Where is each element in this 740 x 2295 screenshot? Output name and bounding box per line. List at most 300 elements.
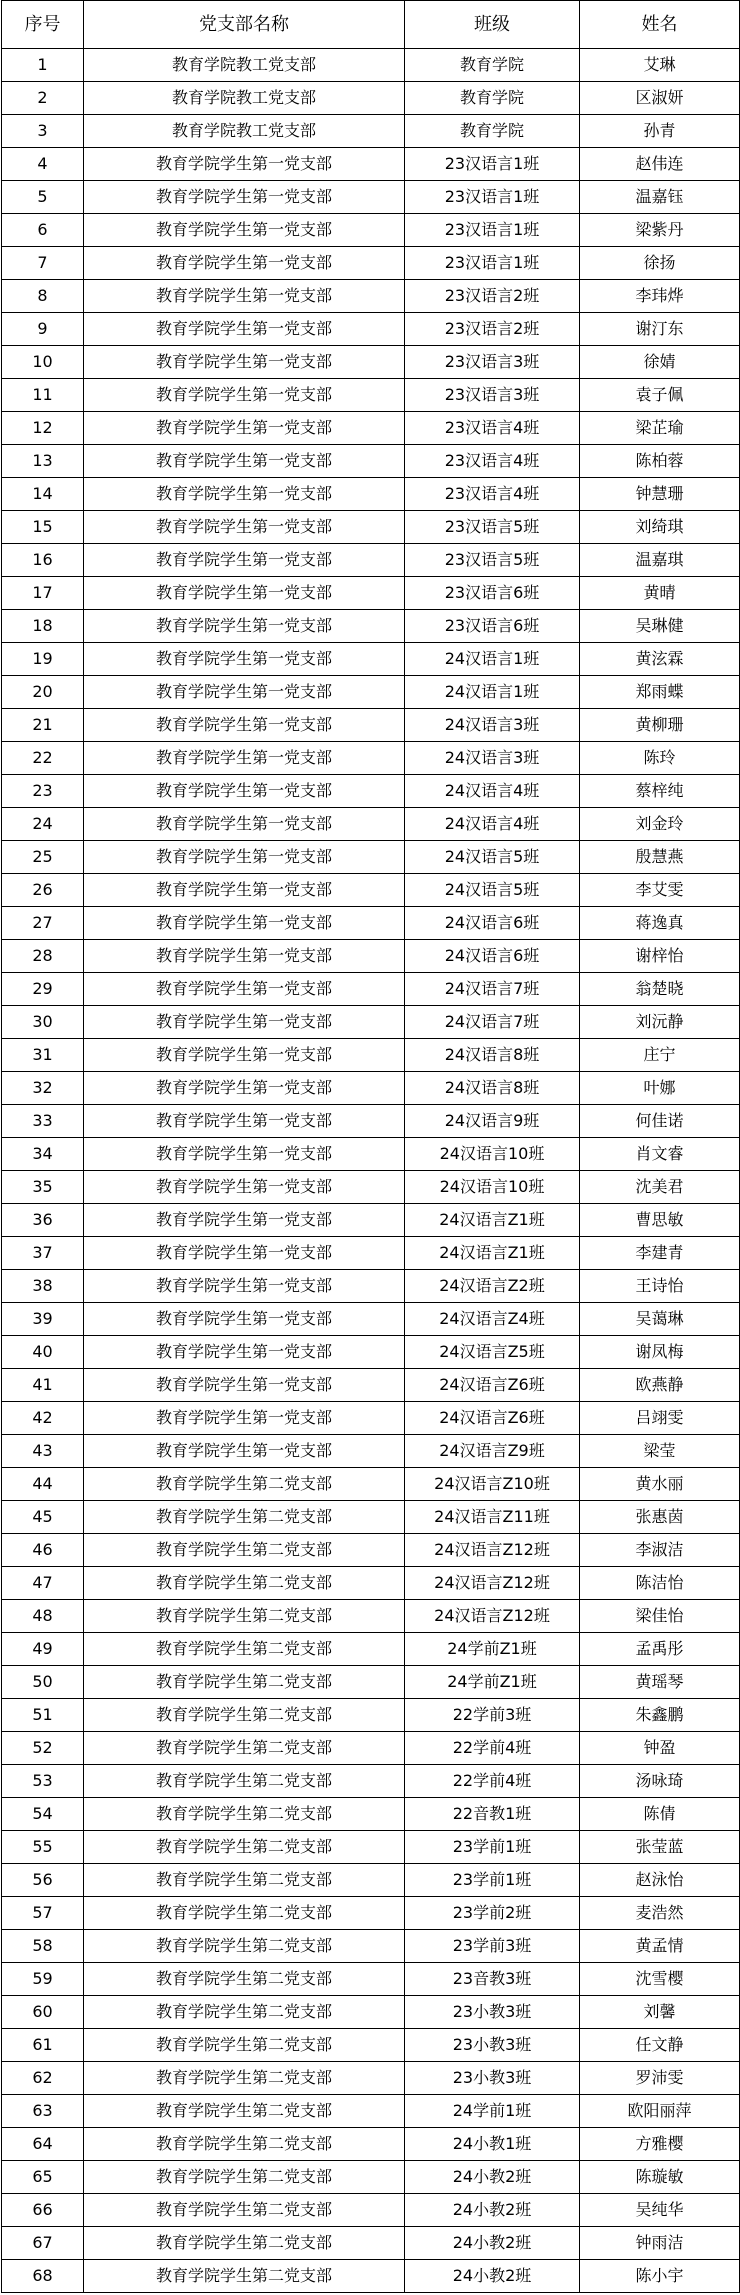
cell-branch: 教育学院学生第一党支部: [84, 1336, 405, 1369]
cell-name: 钟盈: [580, 1732, 740, 1765]
cell-branch: 教育学院学生第二党支部: [84, 1468, 405, 1501]
cell-branch: 教育学院学生第一党支部: [84, 412, 405, 445]
table-row: [2, 1006, 740, 1039]
table-row: [2, 544, 740, 577]
cell-name: 蔡梓纯: [580, 775, 740, 808]
cell-index: 12: [2, 412, 84, 445]
table-row: [2, 511, 740, 544]
cell-branch: 教育学院学生第一党支部: [84, 1435, 405, 1468]
cell-branch: 教育学院学生第一党支部: [84, 940, 405, 973]
cell-index: 19: [2, 643, 84, 676]
table-row: [2, 1270, 740, 1303]
cell-name: 吕翊雯: [580, 1402, 740, 1435]
cell-index: 18: [2, 610, 84, 643]
cell-index: 47: [2, 1567, 84, 1600]
cell-branch: 教育学院学生第二党支部: [84, 2029, 405, 2062]
cell-branch: 教育学院学生第二党支部: [84, 1897, 405, 1930]
cell-class: 24汉语言3班: [405, 709, 580, 742]
cell-branch: 教育学院学生第二党支部: [84, 1633, 405, 1666]
cell-class: 24汉语言Z12班: [405, 1534, 580, 1567]
cell-index: 30: [2, 1006, 84, 1039]
cell-name: 梁莹: [580, 1435, 740, 1468]
cell-index: 60: [2, 1996, 84, 2029]
cell-class: 22学前4班: [405, 1732, 580, 1765]
cell-name: 沈美君: [580, 1171, 740, 1204]
cell-name: 谢凤梅: [580, 1336, 740, 1369]
cell-index: 4: [2, 148, 84, 181]
table-row: [2, 280, 740, 313]
cell-name: 麦浩然: [580, 1897, 740, 1930]
table-row: [2, 808, 740, 841]
table-row: [2, 445, 740, 478]
cell-index: 26: [2, 874, 84, 907]
cell-name: 郑雨蝶: [580, 676, 740, 709]
cell-name: 殷慧燕: [580, 841, 740, 874]
cell-name: 陈玲: [580, 742, 740, 775]
cell-branch: 教育学院教工党支部: [84, 82, 405, 115]
cell-class: 23汉语言1班: [405, 214, 580, 247]
cell-branch: 教育学院学生第一党支部: [84, 577, 405, 610]
cell-class: 24汉语言5班: [405, 841, 580, 874]
cell-name: 梁佳怡: [580, 1600, 740, 1633]
cell-branch: 教育学院学生第一党支部: [84, 676, 405, 709]
cell-branch: 教育学院学生第二党支部: [84, 1600, 405, 1633]
cell-name: 刘沅静: [580, 1006, 740, 1039]
cell-name: 赵伟连: [580, 148, 740, 181]
cell-branch: 教育学院学生第一党支部: [84, 808, 405, 841]
cell-index: 5: [2, 181, 84, 214]
cell-index: 6: [2, 214, 84, 247]
cell-branch: 教育学院学生第一党支部: [84, 1303, 405, 1336]
cell-index: 27: [2, 907, 84, 940]
cell-name: 刘绮琪: [580, 511, 740, 544]
cell-name: 徐婧: [580, 346, 740, 379]
cell-branch: 教育学院学生第二党支部: [84, 2260, 405, 2293]
cell-class: 22学前3班: [405, 1699, 580, 1732]
cell-name: 徐扬: [580, 247, 740, 280]
cell-class: 24汉语言8班: [405, 1072, 580, 1105]
cell-name: 曹思敏: [580, 1204, 740, 1237]
cell-class: 24汉语言4班: [405, 808, 580, 841]
cell-index: 61: [2, 2029, 84, 2062]
table-row: [2, 1897, 740, 1930]
cell-name: 黄柳珊: [580, 709, 740, 742]
table-row: [2, 1798, 740, 1831]
cell-name: 吴琳健: [580, 610, 740, 643]
table-row: [2, 940, 740, 973]
cell-class: 24汉语言Z1班: [405, 1237, 580, 1270]
cell-class: 教育学院: [405, 115, 580, 148]
table-row: [2, 1303, 740, 1336]
cell-class: 23汉语言2班: [405, 280, 580, 313]
cell-branch: 教育学院学生第二党支部: [84, 2095, 405, 2128]
cell-branch: 教育学院教工党支部: [84, 115, 405, 148]
cell-class: 24学前1班: [405, 2095, 580, 2128]
cell-name: 蒋逸真: [580, 907, 740, 940]
table-row: [2, 1831, 740, 1864]
table-row: [2, 1105, 740, 1138]
cell-index: 38: [2, 1270, 84, 1303]
table-body: [2, 49, 740, 2293]
cell-name: 钟雨洁: [580, 2227, 740, 2260]
cell-branch: 教育学院学生第二党支部: [84, 1930, 405, 1963]
cell-name: 陈小宇: [580, 2260, 740, 2293]
cell-index: 44: [2, 1468, 84, 1501]
cell-branch: 教育学院学生第一党支部: [84, 1039, 405, 1072]
table-row: [2, 313, 740, 346]
cell-index: 37: [2, 1237, 84, 1270]
table-row: [2, 1171, 740, 1204]
cell-index: 29: [2, 973, 84, 1006]
table-row: [2, 1633, 740, 1666]
table-row: [2, 1204, 740, 1237]
cell-class: 24汉语言Z1班: [405, 1204, 580, 1237]
cell-class: 24汉语言Z4班: [405, 1303, 580, 1336]
cell-name: 罗沛雯: [580, 2062, 740, 2095]
cell-index: 35: [2, 1171, 84, 1204]
cell-branch: 教育学院学生第一党支部: [84, 1237, 405, 1270]
cell-index: 24: [2, 808, 84, 841]
table-row: [2, 973, 740, 1006]
cell-index: 67: [2, 2227, 84, 2260]
table-row: [2, 1435, 740, 1468]
cell-class: 24汉语言Z2班: [405, 1270, 580, 1303]
cell-class: 24学前Z1班: [405, 1633, 580, 1666]
cell-branch: 教育学院学生第一党支部: [84, 1171, 405, 1204]
cell-branch: 教育学院学生第一党支部: [84, 478, 405, 511]
cell-index: 14: [2, 478, 84, 511]
cell-index: 54: [2, 1798, 84, 1831]
cell-branch: 教育学院学生第一党支部: [84, 511, 405, 544]
cell-class: 22音教1班: [405, 1798, 580, 1831]
table-row: [2, 82, 740, 115]
table-row: [2, 1600, 740, 1633]
table-row: [2, 148, 740, 181]
table-row: [2, 775, 740, 808]
cell-index: 3: [2, 115, 84, 148]
table-row: [2, 2029, 740, 2062]
cell-class: 23汉语言6班: [405, 577, 580, 610]
cell-index: 33: [2, 1105, 84, 1138]
cell-class: 23汉语言1班: [405, 181, 580, 214]
cell-class: 23汉语言6班: [405, 610, 580, 643]
cell-branch: 教育学院学生第二党支部: [84, 1864, 405, 1897]
cell-branch: 教育学院学生第一党支部: [84, 742, 405, 775]
cell-name: 张惠茵: [580, 1501, 740, 1534]
cell-index: 8: [2, 280, 84, 313]
cell-index: 22: [2, 742, 84, 775]
cell-name: 沈雪樱: [580, 1963, 740, 1996]
table-row: [2, 1567, 740, 1600]
cell-class: 24汉语言Z10班: [405, 1468, 580, 1501]
cell-branch: 教育学院学生第一党支部: [84, 379, 405, 412]
cell-index: 45: [2, 1501, 84, 1534]
cell-class: 24小教1班: [405, 2128, 580, 2161]
table-row: [2, 214, 740, 247]
table-row: [2, 2128, 740, 2161]
cell-name: 黄水丽: [580, 1468, 740, 1501]
cell-branch: 教育学院学生第一党支部: [84, 445, 405, 478]
table-row: [2, 841, 740, 874]
table-row: [2, 2161, 740, 2194]
cell-class: 24小教2班: [405, 2260, 580, 2293]
cell-name: 肖文睿: [580, 1138, 740, 1171]
cell-index: 10: [2, 346, 84, 379]
table-row: [2, 2062, 740, 2095]
cell-name: 刘馨: [580, 1996, 740, 2029]
cell-name: 孙青: [580, 115, 740, 148]
cell-name: 欧燕静: [580, 1369, 740, 1402]
cell-index: 42: [2, 1402, 84, 1435]
cell-class: 23汉语言4班: [405, 478, 580, 511]
cell-branch: 教育学院学生第一党支部: [84, 1105, 405, 1138]
header-branch: 党支部名称: [84, 1, 405, 49]
cell-index: 20: [2, 676, 84, 709]
cell-class: 24汉语言Z11班: [405, 1501, 580, 1534]
table-row: [2, 1765, 740, 1798]
cell-branch: 教育学院学生第一党支部: [84, 841, 405, 874]
cell-branch: 教育学院学生第一党支部: [84, 1402, 405, 1435]
cell-branch: 教育学院学生第二党支部: [84, 1798, 405, 1831]
cell-class: 24汉语言9班: [405, 1105, 580, 1138]
cell-class: 24汉语言Z12班: [405, 1567, 580, 1600]
cell-name: 刘金玲: [580, 808, 740, 841]
cell-name: 谢梓怡: [580, 940, 740, 973]
cell-index: 46: [2, 1534, 84, 1567]
cell-branch: 教育学院学生第二党支部: [84, 1501, 405, 1534]
cell-class: 24汉语言Z6班: [405, 1402, 580, 1435]
cell-branch: 教育学院学生第二党支部: [84, 1534, 405, 1567]
cell-branch: 教育学院学生第一党支部: [84, 1138, 405, 1171]
cell-class: 23小教3班: [405, 2062, 580, 2095]
cell-branch: 教育学院学生第一党支部: [84, 907, 405, 940]
cell-name: 张莹蓝: [580, 1831, 740, 1864]
table-row: [2, 1732, 740, 1765]
cell-class: 24小教2班: [405, 2161, 580, 2194]
table-row: [2, 379, 740, 412]
cell-name: 孟禹彤: [580, 1633, 740, 1666]
cell-index: 36: [2, 1204, 84, 1237]
cell-class: 23汉语言3班: [405, 379, 580, 412]
cell-index: 25: [2, 841, 84, 874]
cell-class: 23学前3班: [405, 1930, 580, 1963]
cell-class: 24汉语言Z12班: [405, 1600, 580, 1633]
table-row: [2, 115, 740, 148]
cell-name: 袁子佩: [580, 379, 740, 412]
table-row: [2, 1534, 740, 1567]
cell-index: 49: [2, 1633, 84, 1666]
cell-name: 黄孟情: [580, 1930, 740, 1963]
cell-class: 24汉语言8班: [405, 1039, 580, 1072]
cell-name: 吴纯华: [580, 2194, 740, 2227]
cell-branch: 教育学院学生第二党支部: [84, 1699, 405, 1732]
cell-class: 教育学院: [405, 82, 580, 115]
cell-branch: 教育学院学生第二党支部: [84, 2194, 405, 2227]
cell-name: 梁紫丹: [580, 214, 740, 247]
cell-class: 24小教2班: [405, 2227, 580, 2260]
cell-index: 31: [2, 1039, 84, 1072]
cell-index: 63: [2, 2095, 84, 2128]
cell-branch: 教育学院学生第一党支部: [84, 1369, 405, 1402]
cell-index: 17: [2, 577, 84, 610]
cell-name: 李艾雯: [580, 874, 740, 907]
cell-class: 24汉语言1班: [405, 676, 580, 709]
table-row: [2, 247, 740, 280]
table-row: [2, 2095, 740, 2128]
cell-index: 52: [2, 1732, 84, 1765]
table-row: [2, 1369, 740, 1402]
cell-index: 51: [2, 1699, 84, 1732]
cell-branch: 教育学院学生第一党支部: [84, 1270, 405, 1303]
cell-index: 43: [2, 1435, 84, 1468]
cell-index: 62: [2, 2062, 84, 2095]
cell-branch: 教育学院学生第一党支部: [84, 1006, 405, 1039]
cell-index: 7: [2, 247, 84, 280]
table-row: [2, 874, 740, 907]
cell-name: 任文静: [580, 2029, 740, 2062]
cell-name: 何佳诺: [580, 1105, 740, 1138]
cell-branch: 教育学院学生第二党支部: [84, 2128, 405, 2161]
cell-class: 24汉语言10班: [405, 1138, 580, 1171]
cell-name: 王诗怡: [580, 1270, 740, 1303]
cell-index: 41: [2, 1369, 84, 1402]
cell-class: 23汉语言1班: [405, 148, 580, 181]
table-row: [2, 1666, 740, 1699]
cell-index: 39: [2, 1303, 84, 1336]
table-row: [2, 1864, 740, 1897]
table-row: [2, 742, 740, 775]
header-index: 序号: [2, 1, 84, 49]
cell-class: 24汉语言3班: [405, 742, 580, 775]
cell-index: 50: [2, 1666, 84, 1699]
cell-branch: 教育学院学生第一党支部: [84, 313, 405, 346]
cell-name: 庄宁: [580, 1039, 740, 1072]
cell-index: 28: [2, 940, 84, 973]
cell-index: 48: [2, 1600, 84, 1633]
cell-name: 温嘉琪: [580, 544, 740, 577]
cell-name: 陈倩: [580, 1798, 740, 1831]
table-row: [2, 907, 740, 940]
table-row: [2, 2227, 740, 2260]
cell-class: 24汉语言6班: [405, 940, 580, 973]
cell-name: 区淑妍: [580, 82, 740, 115]
cell-name: 欧阳丽萍: [580, 2095, 740, 2128]
cell-branch: 教育学院学生第二党支部: [84, 1666, 405, 1699]
cell-index: 68: [2, 2260, 84, 2293]
cell-branch: 教育学院学生第一党支部: [84, 247, 405, 280]
cell-name: 赵泳怡: [580, 1864, 740, 1897]
cell-name: 陈柏蓉: [580, 445, 740, 478]
cell-index: 2: [2, 82, 84, 115]
table-row: [2, 1930, 740, 1963]
cell-name: 谢汀东: [580, 313, 740, 346]
cell-index: 56: [2, 1864, 84, 1897]
cell-index: 15: [2, 511, 84, 544]
cell-class: 23汉语言3班: [405, 346, 580, 379]
cell-name: 黄泫霖: [580, 643, 740, 676]
table-row: [2, 676, 740, 709]
cell-class: 23汉语言4班: [405, 412, 580, 445]
cell-class: 23汉语言5班: [405, 511, 580, 544]
cell-index: 23: [2, 775, 84, 808]
cell-branch: 教育学院学生第二党支部: [84, 1963, 405, 1996]
cell-class: 23汉语言4班: [405, 445, 580, 478]
cell-branch: 教育学院学生第一党支部: [84, 544, 405, 577]
table-row: [2, 412, 740, 445]
header-name: 姓名: [580, 1, 740, 49]
cell-name: 钟慧珊: [580, 478, 740, 511]
cell-name: 李建青: [580, 1237, 740, 1270]
cell-index: 55: [2, 1831, 84, 1864]
cell-branch: 教育学院学生第一党支部: [84, 874, 405, 907]
cell-branch: 教育学院学生第一党支部: [84, 181, 405, 214]
roster-table: [1, 0, 740, 2293]
cell-class: 23小教3班: [405, 1996, 580, 2029]
cell-index: 58: [2, 1930, 84, 1963]
header-class: 班级: [405, 1, 580, 49]
cell-class: 24汉语言Z6班: [405, 1369, 580, 1402]
cell-branch: 教育学院学生第一党支部: [84, 709, 405, 742]
cell-class: 23音教3班: [405, 1963, 580, 1996]
cell-class: 24学前Z1班: [405, 1666, 580, 1699]
cell-class: 24汉语言7班: [405, 973, 580, 1006]
cell-index: 21: [2, 709, 84, 742]
table-row: [2, 478, 740, 511]
cell-index: 65: [2, 2161, 84, 2194]
cell-branch: 教育学院学生第一党支部: [84, 346, 405, 379]
table-row: [2, 1963, 740, 1996]
table-row: [2, 2194, 740, 2227]
table-row: [2, 49, 740, 82]
cell-branch: 教育学院学生第一党支部: [84, 1204, 405, 1237]
cell-name: 叶娜: [580, 1072, 740, 1105]
cell-index: 57: [2, 1897, 84, 1930]
cell-name: 李玮烨: [580, 280, 740, 313]
cell-index: 40: [2, 1336, 84, 1369]
cell-branch: 教育学院学生第一党支部: [84, 973, 405, 1006]
cell-index: 64: [2, 2128, 84, 2161]
cell-index: 16: [2, 544, 84, 577]
cell-class: 23小教3班: [405, 2029, 580, 2062]
table-row: [2, 1468, 740, 1501]
cell-name: 朱鑫鹏: [580, 1699, 740, 1732]
cell-name: 汤咏琦: [580, 1765, 740, 1798]
cell-class: 23学前1班: [405, 1831, 580, 1864]
table-row: [2, 181, 740, 214]
cell-branch: 教育学院学生第二党支部: [84, 2062, 405, 2095]
cell-class: 23学前1班: [405, 1864, 580, 1897]
cell-branch: 教育学院学生第二党支部: [84, 2161, 405, 2194]
cell-name: 方雅樱: [580, 2128, 740, 2161]
cell-name: 陈洁怡: [580, 1567, 740, 1600]
cell-name: 吴蔼琳: [580, 1303, 740, 1336]
cell-class: 24汉语言Z9班: [405, 1435, 580, 1468]
table-row: [2, 1501, 740, 1534]
cell-class: 23汉语言1班: [405, 247, 580, 280]
cell-name: 黄瑶琴: [580, 1666, 740, 1699]
cell-index: 32: [2, 1072, 84, 1105]
cell-branch: 教育学院学生第一党支部: [84, 148, 405, 181]
table-header-row: [2, 1, 740, 49]
cell-branch: 教育学院学生第二党支部: [84, 1765, 405, 1798]
cell-class: 24汉语言10班: [405, 1171, 580, 1204]
table-row: [2, 1699, 740, 1732]
table-row: [2, 1237, 740, 1270]
cell-class: 教育学院: [405, 49, 580, 82]
table-row: [2, 1138, 740, 1171]
cell-index: 66: [2, 2194, 84, 2227]
cell-branch: 教育学院学生第二党支部: [84, 2227, 405, 2260]
